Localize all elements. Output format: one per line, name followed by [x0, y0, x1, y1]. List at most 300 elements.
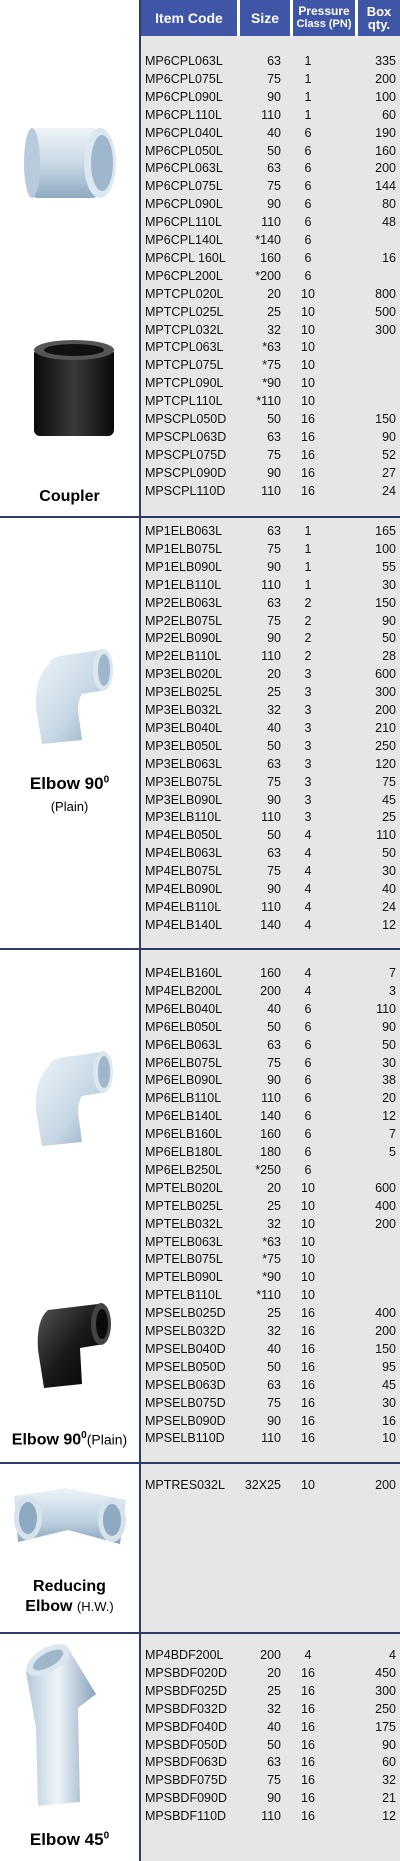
pressure-class-cell: 16 [301, 1755, 315, 1770]
size-cell: 90 [267, 89, 281, 104]
header-size-label: Size [250, 9, 279, 26]
box-qty-cell: 5 [389, 1145, 396, 1159]
pressure-class-cell: 4 [304, 846, 312, 861]
pressure-class-cell: 3 [304, 667, 312, 682]
item-code-cell: MPSELB040D [145, 1341, 226, 1356]
pressure-class-cell: 3 [304, 756, 312, 771]
pressure-class-cell: 10 [301, 1270, 315, 1285]
item-code-cell: MP6ELB180L [145, 1145, 223, 1159]
size-cell: 110 [261, 483, 281, 498]
size-cell: *75 [262, 358, 281, 373]
pressure-class-cell: 16 [301, 429, 315, 444]
table-row [141, 1789, 400, 1807]
table-row [141, 1376, 400, 1394]
pressure-class-cell: 16 [301, 465, 315, 480]
section-caption-line2 [0, 1598, 139, 1616]
pressure-class-cell: 4 [304, 828, 312, 843]
size-cell: *63 [262, 1234, 281, 1249]
box-qty-cell: 200 [375, 71, 396, 86]
item-code-cell: MP3ELB040L [145, 720, 223, 735]
item-code-cell: MPSELB110D [145, 1431, 225, 1446]
item-code-cell: MP6CPL140L [145, 233, 223, 247]
pressure-class-cell: 2 [304, 595, 312, 610]
table-row [141, 791, 400, 809]
header-box-line1: Box [366, 4, 392, 19]
pressure-class-cell: 10 [301, 1252, 315, 1267]
box-qty-cell: 40 [382, 882, 396, 896]
item-code-cell: MPSELB050D [145, 1359, 226, 1374]
pressure-class-cell: 4 [304, 1648, 312, 1662]
section-subcaption [0, 799, 139, 814]
size-cell: *110 [256, 394, 281, 409]
size-cell: 75 [267, 1055, 281, 1070]
pressure-class-cell: 6 [304, 179, 312, 194]
pressure-class-cell: 6 [304, 161, 312, 176]
pressure-class-cell: 2 [304, 649, 312, 664]
box-qty-cell: 100 [375, 89, 396, 104]
table-row [141, 428, 400, 446]
box-qty-cell: 52 [382, 447, 396, 462]
item-code-cell: MPTCPL063L [145, 340, 224, 355]
size-cell: 90 [267, 197, 281, 212]
size-cell: 75 [267, 864, 281, 879]
table-row [141, 1394, 400, 1412]
box-qty-cell: 150 [375, 595, 396, 610]
size-cell: 63 [267, 595, 281, 610]
data-table-body [141, 1464, 400, 1632]
table-row [141, 982, 400, 1000]
item-code-cell: MPSCPL090D [145, 465, 227, 480]
item-code-cell: MP3ELB075L [145, 774, 223, 789]
size-cell: 25 [267, 304, 281, 319]
table-row [141, 576, 400, 594]
box-qty-cell: 4 [389, 1648, 396, 1662]
box-qty-cell: 27 [382, 465, 396, 480]
box-qty-cell: 600 [375, 1180, 396, 1195]
item-code-cell: MP4ELB160L [145, 966, 223, 980]
caption-text: Elbow 90 [29, 774, 104, 793]
item-code-cell: MP4ELB140L [145, 917, 223, 932]
table-row [141, 70, 400, 88]
box-qty-cell: 3 [389, 983, 396, 998]
box-qty-cell: 90 [382, 1737, 396, 1752]
size-cell: 63 [267, 429, 281, 444]
pressure-class-cell: 4 [304, 983, 312, 998]
table-row [141, 1036, 400, 1054]
box-qty-cell: 28 [382, 649, 396, 664]
pressure-class-cell: 16 [301, 1395, 315, 1410]
pressure-class-cell: 3 [304, 720, 312, 735]
caption-superscript: 0 [81, 1430, 87, 1441]
box-qty-cell: 160 [375, 143, 396, 158]
box-qty-cell: 800 [375, 286, 396, 301]
box-qty-cell: 110 [376, 1001, 396, 1016]
box-qty-cell: 250 [375, 738, 396, 753]
size-cell: 20 [267, 667, 281, 682]
box-qty-cell: 7 [389, 966, 396, 980]
section-caption [0, 1430, 139, 1449]
box-qty-cell: 200 [375, 161, 396, 176]
table-row [141, 106, 400, 124]
item-code-cell: MPSBDF032D [145, 1701, 227, 1716]
size-cell: 32 [267, 1324, 281, 1338]
item-code-cell: MP4BDF200L [145, 1648, 224, 1662]
table-row [141, 195, 400, 213]
table-row [141, 1215, 400, 1233]
pressure-class-cell: 1 [304, 524, 312, 538]
pressure-class-cell: 1 [304, 71, 312, 86]
table-row [141, 826, 400, 844]
product-image-column [0, 1464, 139, 1632]
box-qty-cell: 300 [375, 322, 396, 337]
item-code-cell: MP6CPL200L [145, 268, 223, 283]
product-image-column [0, 518, 139, 948]
table-row [141, 159, 400, 177]
item-code-cell: MPTELB110L [145, 1288, 222, 1303]
pressure-class-cell: 4 [304, 882, 312, 896]
table-row [141, 124, 400, 142]
table-row [141, 1429, 400, 1447]
table-row [141, 1125, 400, 1143]
size-cell: 32 [267, 703, 281, 717]
table-row [141, 88, 400, 106]
item-code-cell: MPSELB075D [145, 1395, 226, 1410]
section-caption [0, 774, 139, 794]
item-code-cell: MP3ELB110L [145, 810, 222, 825]
table-row [141, 1161, 400, 1179]
size-cell: *75 [262, 1252, 281, 1267]
table-row [141, 701, 400, 719]
pressure-class-cell: 1 [304, 89, 312, 104]
size-cell: 200 [260, 1648, 281, 1662]
box-qty-cell: 90 [382, 613, 396, 628]
box-qty-cell: 50 [382, 631, 396, 646]
box-qty-cell: 12 [382, 917, 396, 932]
item-code-cell: MPTELB075L [145, 1252, 223, 1267]
table-row [141, 356, 400, 374]
item-code-cell: MPSBDF063D [145, 1755, 227, 1770]
pressure-class-cell: 2 [304, 613, 312, 628]
pressure-class-cell: 16 [301, 1431, 315, 1446]
section-caption [0, 1578, 139, 1596]
item-code-cell: MP1ELB063L [145, 524, 223, 538]
pressure-class-cell: 6 [304, 1109, 312, 1124]
size-cell: 160 [260, 966, 281, 980]
size-cell: 110 [261, 899, 281, 914]
box-qty-cell: 90 [382, 1019, 396, 1034]
coupler-black-image [28, 336, 120, 446]
size-cell: 90 [267, 882, 281, 896]
caption-text: Elbow 90 [11, 1431, 82, 1449]
item-code-cell: MP2ELB063L [145, 595, 223, 610]
size-cell: 25 [267, 1306, 281, 1321]
box-qty-cell: 150 [375, 1341, 396, 1356]
size-cell: 50 [267, 1737, 281, 1752]
size-cell: 63 [267, 1755, 281, 1770]
table-row [141, 594, 400, 612]
pressure-class-cell: 16 [301, 447, 315, 462]
pressure-class-cell: 1 [304, 107, 312, 122]
size-cell: 32 [267, 1701, 281, 1716]
item-code-cell: MPSCPL075D [145, 447, 227, 462]
pressure-class-cell: 6 [304, 268, 312, 283]
pressure-class-cell: 1 [304, 559, 312, 574]
item-code-cell: MPSBDF020D [145, 1665, 227, 1680]
item-code-cell: MP6ELB250L [145, 1162, 223, 1177]
box-qty-cell: 50 [382, 1037, 396, 1052]
size-cell: 50 [267, 143, 281, 158]
header-pressure-line2: Class (PN) [296, 18, 352, 30]
size-cell: 200 [260, 983, 281, 998]
table-row [141, 773, 400, 791]
header-box-qty [358, 0, 400, 36]
pressure-class-cell: 10 [301, 340, 315, 355]
box-qty-cell: 25 [382, 810, 396, 825]
size-cell: 90 [267, 1413, 281, 1428]
elbow90-black-image [20, 1280, 130, 1390]
item-code-cell: MP6CPL090L [145, 89, 223, 104]
size-cell: 110 [261, 577, 281, 592]
pressure-class-cell: 6 [304, 1127, 312, 1142]
size-cell: 75 [267, 774, 281, 789]
box-qty-cell: 500 [375, 304, 396, 319]
box-qty-cell: 200 [375, 1324, 396, 1338]
table-row [141, 844, 400, 862]
pressure-class-cell: 3 [304, 685, 312, 700]
table-row [141, 1268, 400, 1286]
box-qty-cell: 55 [382, 559, 396, 574]
table-row [141, 1286, 400, 1304]
table-row [141, 285, 400, 303]
item-code-cell: MPSBDF110D [145, 1809, 227, 1824]
table-row [141, 880, 400, 898]
item-code-cell: MPTELB063L [145, 1234, 223, 1249]
size-cell: 75 [267, 1773, 281, 1788]
size-cell: 40 [267, 1001, 281, 1016]
item-code-cell: MP6ELB050L [145, 1019, 223, 1034]
data-table-body [141, 36, 400, 516]
elbow90-white-image [20, 1030, 130, 1150]
size-cell: *110 [256, 1288, 281, 1303]
box-qty-cell: 24 [382, 899, 396, 914]
pressure-class-cell: 6 [304, 1145, 312, 1159]
pressure-class-cell: 16 [301, 1306, 315, 1321]
table-row [141, 1340, 400, 1358]
table-row [141, 1143, 400, 1161]
table-row [141, 916, 400, 934]
box-qty-cell: 80 [382, 197, 396, 212]
box-qty-cell: 90 [382, 429, 396, 444]
subcaption-text: (Plain) [86, 1431, 128, 1448]
item-code-cell: MP6ELB090L [145, 1073, 223, 1088]
table-row [141, 719, 400, 737]
subcaption-text: (H.W.) [76, 1599, 114, 1614]
size-cell: 63 [267, 524, 281, 538]
pressure-class-cell: 16 [301, 483, 315, 498]
box-qty-cell: 600 [375, 667, 396, 682]
pressure-class-cell: 4 [304, 864, 312, 879]
pressure-class-cell: 1 [304, 541, 312, 556]
pressure-class-cell: 16 [301, 1359, 315, 1374]
table-row [141, 1322, 400, 1340]
box-qty-cell: 16 [382, 250, 396, 265]
item-code-cell: MP6CPL063L [145, 161, 223, 176]
item-code-cell: MP6CPL110L [145, 215, 222, 230]
pressure-class-cell: 4 [304, 917, 312, 932]
size-cell: 75 [267, 179, 281, 194]
pressure-class-cell: 16 [301, 1683, 315, 1698]
box-qty-cell: 20 [382, 1091, 396, 1106]
box-qty-cell: 50 [382, 846, 396, 861]
table-row [141, 303, 400, 321]
table-row [141, 142, 400, 160]
item-code-cell: MPTCPL020L [145, 286, 224, 301]
item-code-cell: MPTRES032L [145, 1478, 225, 1492]
header-box-line2: qty. [367, 17, 391, 32]
box-qty-cell: 21 [382, 1791, 396, 1806]
table-row [141, 52, 400, 70]
size-cell: 140 [260, 917, 281, 932]
size-cell: 50 [267, 412, 281, 426]
item-code-cell: MP6CPL 160L [145, 250, 226, 265]
table-row [141, 1682, 400, 1700]
section-caption [0, 1830, 139, 1850]
item-code-cell: MPSCPL063D [145, 429, 227, 444]
table-row [141, 755, 400, 773]
table-row [141, 1736, 400, 1754]
column-divider [139, 0, 141, 36]
size-cell: 40 [267, 1341, 281, 1356]
caption-text-line2: Elbow [25, 1598, 73, 1615]
box-qty-cell: 200 [375, 1216, 396, 1231]
caption-text: Coupler [39, 488, 100, 505]
item-code-cell: MPTCPL025L [145, 304, 224, 319]
size-cell: 90 [267, 1791, 281, 1806]
box-qty-cell: 12 [382, 1809, 396, 1824]
reducing-elbow-image [8, 1478, 132, 1556]
size-cell: 20 [267, 1665, 281, 1680]
header-pressure-class [293, 0, 355, 36]
box-qty-cell: 335 [375, 54, 396, 68]
table-row [141, 558, 400, 576]
size-cell: 90 [267, 631, 281, 646]
box-qty-cell: 32 [382, 1773, 396, 1788]
box-qty-cell: 450 [375, 1665, 396, 1680]
size-cell: 140 [260, 1109, 281, 1124]
table-row [141, 1664, 400, 1682]
item-code-cell: MP6CPL063L [145, 54, 223, 68]
item-code-cell: MP3ELB063L [145, 756, 223, 771]
size-cell: 50 [267, 738, 281, 753]
pressure-class-cell: 16 [301, 1413, 315, 1428]
size-cell: *90 [262, 376, 281, 391]
item-code-cell: MPSBDF090D [145, 1791, 227, 1806]
table-row [141, 612, 400, 630]
pressure-class-cell: 16 [301, 1701, 315, 1716]
table-row [141, 464, 400, 482]
table-row [141, 1107, 400, 1125]
pressure-class-cell: 10 [301, 358, 315, 373]
size-cell: 110 [261, 1091, 281, 1106]
box-qty-cell: 210 [375, 720, 396, 735]
item-code-cell: MP2ELB075L [145, 613, 223, 628]
table-row [141, 1304, 400, 1322]
section-caption [0, 488, 139, 506]
item-code-cell: MPTELB090L [145, 1270, 223, 1285]
table-row [141, 683, 400, 701]
size-cell: 25 [267, 1198, 281, 1213]
table-row [141, 321, 400, 339]
table-row [141, 540, 400, 558]
table-row [141, 267, 400, 285]
item-code-cell: MP2ELB090L [145, 631, 223, 646]
item-code-cell: MP3ELB020L [145, 667, 223, 682]
table-row [141, 1000, 400, 1018]
caption-superscript: 0 [103, 774, 110, 786]
item-code-cell: MP6CPL050L [145, 143, 223, 158]
pressure-class-cell: 16 [301, 1719, 315, 1734]
pressure-class-cell: 6 [304, 1073, 312, 1088]
pressure-class-cell: 6 [304, 125, 312, 140]
box-qty-cell: 400 [375, 1198, 396, 1213]
item-code-cell: MP6ELB040L [145, 1001, 223, 1016]
box-qty-cell: 400 [375, 1306, 396, 1321]
box-qty-cell: 175 [375, 1719, 396, 1734]
size-cell: 110 [261, 107, 281, 122]
product-image-column [0, 950, 139, 1462]
size-cell: 40 [267, 1719, 281, 1734]
size-cell: *63 [262, 340, 281, 355]
item-code-cell: MP4ELB090L [145, 882, 223, 896]
box-qty-cell: 48 [382, 215, 396, 230]
box-qty-cell: 60 [382, 107, 396, 122]
item-code-cell: MP4ELB200L [145, 983, 223, 998]
table-row [141, 1807, 400, 1825]
item-code-cell: MPTCPL032L [145, 322, 224, 337]
pressure-class-cell: 10 [301, 394, 315, 409]
product-image-column [0, 1634, 139, 1861]
size-cell: 75 [267, 1395, 281, 1410]
table-row [141, 1197, 400, 1215]
size-cell: 90 [267, 792, 281, 807]
size-cell: 63 [267, 756, 281, 771]
table-row [141, 213, 400, 231]
item-code-cell: MP6ELB063L [145, 1037, 223, 1052]
product-image-column [0, 36, 139, 516]
size-cell: 20 [267, 286, 281, 301]
size-cell: *200 [255, 268, 281, 283]
item-code-cell: MP2ELB110L [145, 649, 222, 664]
size-cell: 20 [267, 1180, 281, 1195]
item-code-cell: MP3ELB050L [145, 738, 223, 753]
pressure-class-cell: 10 [301, 286, 315, 301]
box-qty-cell: 38 [382, 1073, 396, 1088]
table-row [141, 1718, 400, 1736]
size-cell: 75 [267, 541, 281, 556]
item-code-cell: MPSELB063D [145, 1377, 226, 1392]
item-code-cell: MP1ELB110L [145, 577, 222, 592]
section-elbow90-b [0, 948, 400, 1462]
section-reducing-elbow [0, 1462, 400, 1632]
pressure-class-cell: 10 [301, 1198, 315, 1213]
size-cell: 63 [267, 1377, 281, 1392]
size-cell: *250 [255, 1162, 281, 1177]
pressure-class-cell: 6 [304, 197, 312, 212]
pressure-class-cell: 10 [301, 1288, 315, 1303]
item-code-cell: MPSELB025D [145, 1306, 226, 1321]
header-pressure-line1: Pressure [298, 4, 350, 18]
table-row [141, 177, 400, 195]
